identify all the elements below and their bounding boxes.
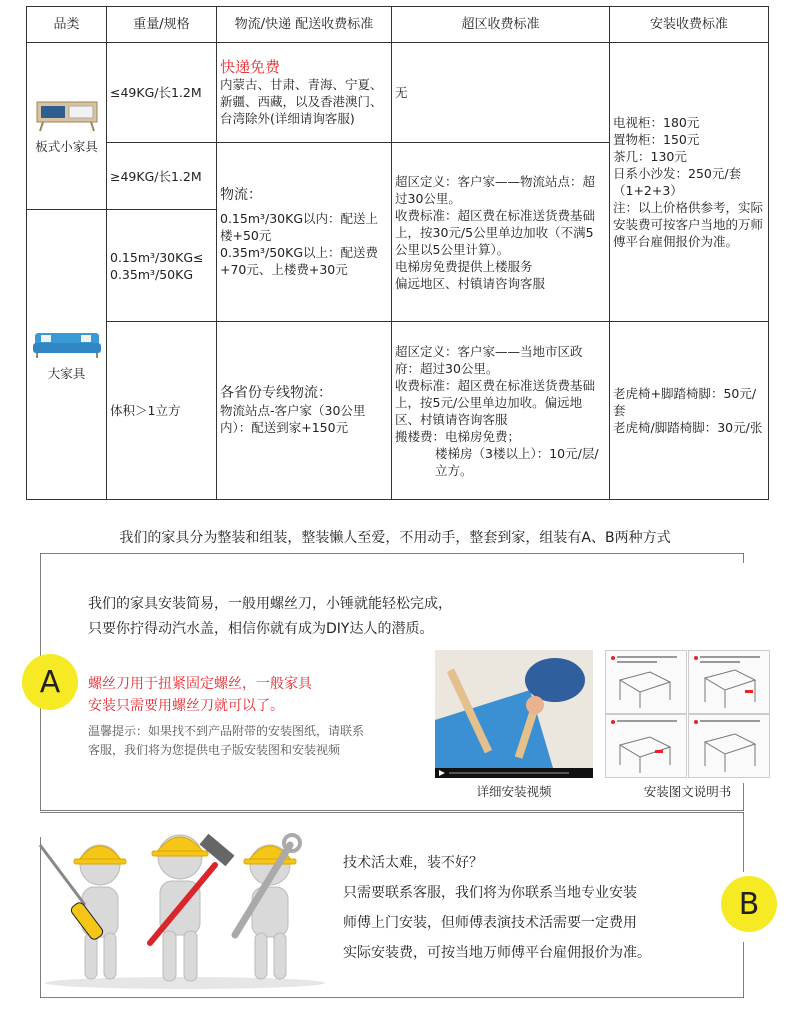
section-b-question: 技术活太难，装不好？ [343,855,483,871]
install-small-sofa: 日系小沙发：250元/套（1+2+3） [613,166,742,198]
manual-diagram-icon [605,650,770,778]
carry-fee-stairs: 楼梯房（3楼以上）：10元/层/立方。 [435,445,599,478]
logistics-rule-2: 0.35m³/50KG以上：配送费+70元、上楼费+30元 [220,244,379,277]
category-large-furniture [27,210,107,500]
shipping-logistics-cell [217,143,392,322]
section-a-line-1: 我们的家具安装简易，一般用螺丝刀，小锤就能轻松完成， [88,596,452,612]
fee-table [26,6,769,500]
special-line-title: 各省份专线物流： [220,385,332,401]
install-tiger-chair-single: 老虎椅/脚踏椅脚：30元/张 [613,420,763,435]
category-small-label: 板式小家具 [35,138,98,154]
warm-tip: 温馨提示：如果找不到产品附带的安装图纸，请联系客服，我们将为您提供电子版安装图和安装视频 [88,724,365,757]
over-area-standard-2: 收费标准：超区费在标准送货费基础上，按5元/公里单边加收。偏远地区、村镇请咨询客服 [395,377,596,427]
shipping-express-cell [217,43,392,143]
shipping-exclusions: 内蒙古、甘肃、青海、宁夏、新疆、西藏，以及香港澳门、台湾除外(详细请询客服) [220,76,383,126]
over-area-definition-2: 超区定义：客户家——当地市区政府：超过30公里。 [395,343,583,376]
header-weight: 重量/规格 [107,7,217,43]
over-area-standard: 收费标准：超区费在标准送货费基础上，按30元/5公里单边加收（不满5公里以5公里计算）。 [395,207,596,257]
sofa-icon [31,327,103,359]
install-storage-cabinet: 置物柜：150元 [613,132,700,147]
install-tea-table: 茶几：130元 [613,149,687,164]
install-note: 注：以上价格供参考，实际安装费可按客户当地的万师傅平台雇佣报价为准。 [613,200,764,249]
section-b-line-3: 实际安装费，可按当地万师傅平台雇佣报价为准。 [343,945,651,961]
video-still-icon [435,650,593,778]
shipping-special-line-cell [217,322,392,500]
install-video-thumbnail[interactable] [435,650,593,778]
screwdriver-note-2: 安装只需要用螺丝刀就可以了。 [88,698,284,714]
assembly-intro: 我们的家具分为整装和组装，整装懒人至爱，不用动手，整套到家，组装有A、B两种方式 [119,530,671,546]
section-a-intro [88,592,452,642]
carry-fee-elevator: 搬楼费：电梯房免费； [395,428,521,444]
badge-b: B [721,876,777,932]
over-area-cell-2 [392,143,610,322]
header-shipping: 物流/快递 配送收费标准 [217,7,392,43]
install-tiger-chair-set: 老虎椅+脚踏椅脚：50元/套 [613,386,757,418]
over-area-elevator: 电梯房免费提供上楼服务 [395,258,533,274]
category-large-label: 大家具 [47,366,86,381]
header-over-area: 超区收费标准 [392,7,610,43]
tv-cabinet-icon [35,98,99,132]
install-manual-thumbnail[interactable] [605,650,770,778]
free-shipping-label: 快递免费 [220,57,281,76]
spec-row2: ≥49KG/长1.2M [107,143,217,210]
over-area-cell-3 [392,322,610,500]
section-a-line-2: 只要你拧得动汽水盖，相信你就有成为DIY达人的潜质。 [88,621,434,637]
badge-a: A [22,654,78,710]
header-category: 品类 [27,7,107,43]
category-small-furniture [27,43,107,210]
screwdriver-note [88,673,312,717]
video-caption: 详细安装视频 [476,784,552,799]
spec-row4: 体积＞1立方 [107,322,217,500]
install-fee-cell-1 [610,43,769,322]
section-b-line-1: 只需要联系客服，我们将为你联系当地专业安装 [343,885,637,901]
spec-row3: 0.15m³/30KG≤ 0.35m³/50KG [107,210,217,322]
over-area-definition: 超区定义：客户家——物流站点：超过30公里。 [395,173,596,206]
section-b-line-2: 师傅上门安装，但师傅表演技术活需要一定费用 [343,915,637,931]
over-area-none: 无 [392,43,610,143]
manual-caption: 安装图文说明书 [643,784,732,799]
spec-row1: ≤49KG/长1.2M [107,43,217,143]
install-fee-cell-2 [610,322,769,500]
over-area-remote: 偏远地区、村镇请咨询客服 [395,275,546,291]
section-b-text [343,848,651,968]
workers-illustration [30,825,340,990]
special-line-rule: 物流站点-客户家（30公里内）：配送到家+150元 [220,403,366,435]
logistics-title: 物流： [220,186,262,203]
install-tv-cabinet: 电视柜：180元 [613,115,700,130]
screwdriver-note-1: 螺丝刀用于扭紧固定螺丝，一般家具 [88,676,312,692]
header-install: 安装收费标准 [610,7,769,43]
logistics-rule-1: 0.15m³/30KG以内：配送上楼+50元 [220,210,379,243]
